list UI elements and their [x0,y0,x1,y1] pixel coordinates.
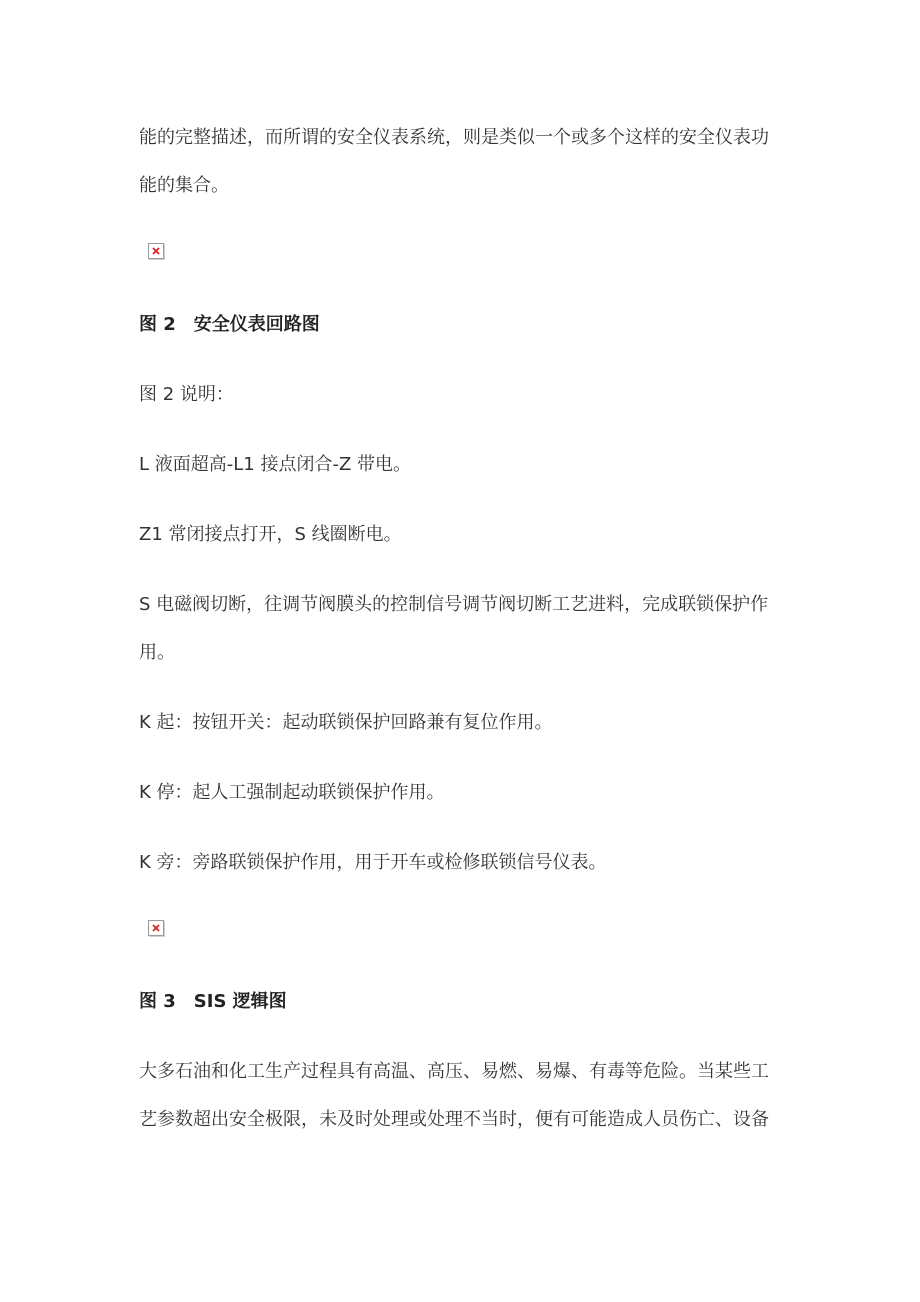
explanation-item: 用。 [139,642,175,663]
broken-image-icon [148,920,164,936]
broken-image-icon [148,243,164,259]
explanation-item: Z1 常闭接点打开，S 线圈断电。 [139,524,402,545]
figure-2-caption: 图 2 安全仪表回路图 [139,314,320,335]
explanation-item: K 旁：旁路联锁保护作用，用于开车或检修联锁信号仪表。 [139,852,607,873]
figure-2-explanation-heading: 图 2 说明： [139,384,234,405]
paragraph-line: 艺参数超出安全极限，未及时处理或处理不当时，便有可能造成人员伤亡、设备 [139,1109,769,1130]
paragraph-line: 能的完整描述，而所谓的安全仪表系统，则是类似一个或多个这样的安全仪表功 [139,127,769,148]
document-page [139,0,789,1302]
explanation-item: K 停：起人工强制起动联锁保护作用。 [139,782,445,803]
figure-3-caption: 图 3 SIS 逻辑图 [139,991,287,1012]
explanation-item: K 起：按钮开关：起动联锁保护回路兼有复位作用。 [139,712,553,733]
paragraph-line: 大多石油和化工生产过程具有高温、高压、易燃、易爆、有毒等危险。当某些工 [139,1061,769,1082]
paragraph-line: 能的集合。 [139,175,229,196]
explanation-item: L 液面超高-L1 接点闭合-Z 带电。 [139,454,411,475]
explanation-item: S 电磁阀切断，往调节阀膜头的控制信号调节阀切断工艺进料，完成联锁保护作 [139,594,769,615]
